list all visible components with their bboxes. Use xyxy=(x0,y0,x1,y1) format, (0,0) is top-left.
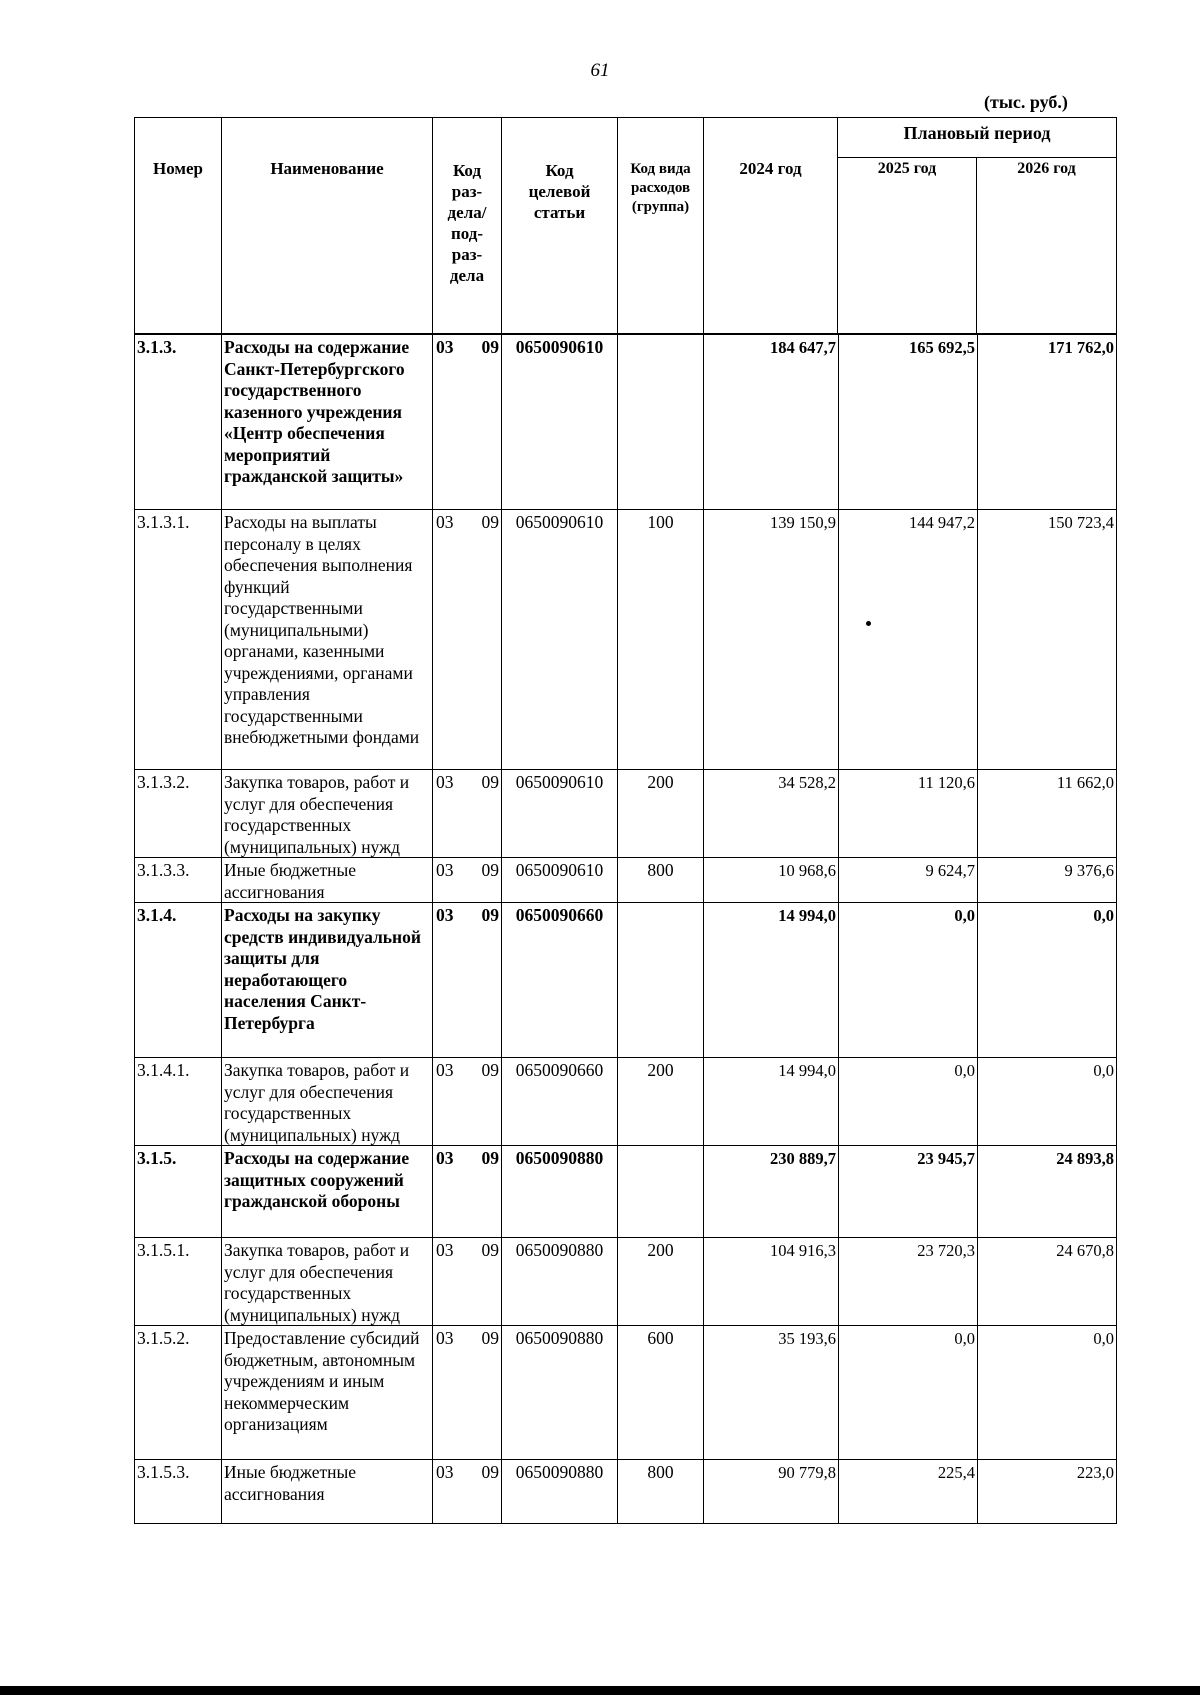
row-target-code: 0650090880 xyxy=(502,1238,618,1325)
row-value-2025: 23 720,3 xyxy=(839,1238,978,1325)
header-year-2026: 2026 год xyxy=(1017,160,1076,177)
table-row xyxy=(134,1460,1117,1524)
row-name: Иные бюджетные ассигнования xyxy=(222,1460,433,1523)
header-section-code: Код раз- дела/ под- раз- дела xyxy=(433,118,502,333)
row-name: Закупка товаров, работ и услуг для обеспечения государственных (муниципальных) нужд xyxy=(222,1238,433,1325)
row-number: 3.1.3.2. xyxy=(135,770,222,857)
row-value-2025: 0,0 xyxy=(839,1326,978,1459)
row-number: 3.1.3.3. xyxy=(135,858,222,902)
row-value-2025: 11 120,6 xyxy=(839,770,978,857)
row-number: 3.1.5.2. xyxy=(135,1326,222,1459)
row-number: 3.1.5.1. xyxy=(135,1238,222,1325)
row-value-2024: 10 968,6 xyxy=(704,858,839,902)
budget-table xyxy=(134,117,1117,1524)
row-value-2024: 139 150,9 xyxy=(704,510,839,769)
row-target-code: 0650090610 xyxy=(502,510,618,769)
scan-speck xyxy=(866,621,871,626)
row-value-2024: 184 647,7 xyxy=(704,335,839,509)
row-number: 3.1.3. xyxy=(135,335,222,509)
row-value-2026: 0,0 xyxy=(1093,1061,1114,1080)
row-section: 03 xyxy=(436,772,454,792)
row-section: 03 xyxy=(436,1240,454,1260)
row-value-2025: 0,0 xyxy=(839,903,978,1057)
row-kind-code: 100 xyxy=(618,510,704,769)
header-year-2025: 2025 год xyxy=(838,158,977,333)
row-number: 3.1.3.1. xyxy=(135,510,222,769)
row-target-code: 0650090610 xyxy=(502,770,618,857)
row-name: Предоставление субсидий бюджетным, автономным учреждениям и иным некоммерческим организациям xyxy=(222,1326,433,1459)
row-section-code xyxy=(433,510,502,769)
row-value-2024: 35 193,6 xyxy=(704,1326,839,1459)
row-subsection: 09 xyxy=(481,1328,499,1348)
row-target-code: 0650090880 xyxy=(502,1326,618,1459)
table-row xyxy=(134,1058,1117,1146)
row-value-2026: 223,0 xyxy=(1076,1463,1114,1482)
row-section-code xyxy=(433,335,502,509)
header-name: Наименование xyxy=(222,118,433,333)
row-name: Иные бюджетные ассигнования xyxy=(222,858,433,902)
row-kind-code: 800 xyxy=(618,858,704,902)
header-plan-period: Плановый период xyxy=(838,118,1116,158)
row-section-code xyxy=(433,1058,502,1145)
row-section: 03 xyxy=(436,905,454,925)
row-subsection: 09 xyxy=(481,512,499,532)
units-label: (тыс. руб.) xyxy=(984,92,1068,112)
row-value-2024: 14 994,0 xyxy=(704,903,839,1057)
row-value-2024: 230 889,7 xyxy=(704,1146,839,1237)
row-value-2026: 9 376,6 xyxy=(1064,861,1114,880)
row-kind-code: 200 xyxy=(618,1058,704,1145)
table-header xyxy=(134,117,1117,335)
row-value-2025: 23 945,7 xyxy=(839,1146,978,1237)
row-number: 3.1.5. xyxy=(135,1146,222,1237)
row-subsection: 09 xyxy=(481,860,499,880)
table-row xyxy=(134,335,1117,510)
row-subsection: 09 xyxy=(481,1240,499,1260)
page-number: 61 xyxy=(590,60,610,81)
row-target-code: 0650090880 xyxy=(502,1460,618,1523)
row-number: 3.1.4.1. xyxy=(135,1058,222,1145)
scan-edge xyxy=(0,1686,1200,1695)
row-value-2026: 150 723,4 xyxy=(1048,513,1114,532)
row-value-2024: 90 779,8 xyxy=(704,1460,839,1523)
row-section: 03 xyxy=(436,1462,454,1482)
row-value-2025: 144 947,2 xyxy=(839,510,978,769)
row-subsection: 09 xyxy=(481,1148,499,1168)
table-row xyxy=(134,903,1117,1058)
row-value-2026: 11 662,0 xyxy=(1056,773,1114,792)
row-section-code xyxy=(433,770,502,857)
row-name: Закупка товаров, работ и услуг для обеспечения государственных (муниципальных) нужд xyxy=(222,1058,433,1145)
row-value-2024: 14 994,0 xyxy=(704,1058,839,1145)
row-subsection: 09 xyxy=(481,772,499,792)
header-year-2024: 2024 год xyxy=(704,118,838,333)
row-value-2024: 104 916,3 xyxy=(704,1238,839,1325)
row-target-code: 0650090660 xyxy=(502,903,618,1057)
row-kind-code: 600 xyxy=(618,1326,704,1459)
row-name: Расходы на закупку средств индивидуальной защиты для неработающего населения Санкт-Петербурга xyxy=(222,903,433,1057)
row-section-code xyxy=(433,1460,502,1523)
row-subsection: 09 xyxy=(481,337,499,357)
row-name: Закупка товаров, работ и услуг для обеспечения государственных (муниципальных) нужд xyxy=(222,770,433,857)
row-value-2026: 0,0 xyxy=(1093,1329,1114,1348)
row-kind-code xyxy=(618,335,704,509)
row-kind-code: 800 xyxy=(618,1460,704,1523)
row-value-2026: 24 670,8 xyxy=(1056,1241,1114,1260)
row-value-2024: 34 528,2 xyxy=(704,770,839,857)
row-name: Расходы на содержание защитных сооружений гражданской обороны xyxy=(222,1146,433,1237)
row-section-code xyxy=(433,1146,502,1237)
row-section: 03 xyxy=(436,512,454,532)
row-target-code: 0650090610 xyxy=(502,858,618,902)
row-value-2026: 171 762,0 xyxy=(1048,338,1114,357)
row-name: Расходы на выплаты персоналу в целях обеспечения выполнения функций государственными (муниципальными) органами, казенными учреждениями, органами управления государственными внебюджетными фондами xyxy=(222,510,433,769)
row-name: Расходы на содержание Санкт-Петербургского государственного казенного учреждения «Центр обеспечения мероприятий гражданской защиты» xyxy=(222,335,433,509)
header-target-code: Код целевой статьи xyxy=(502,118,618,333)
table-row xyxy=(134,1326,1117,1460)
row-section-code xyxy=(433,903,502,1057)
row-kind-code xyxy=(618,903,704,1057)
row-kind-code: 200 xyxy=(618,1238,704,1325)
row-value-2026: 0,0 xyxy=(1093,906,1114,925)
row-subsection: 09 xyxy=(481,1060,499,1080)
row-section-code xyxy=(433,1326,502,1459)
row-section: 03 xyxy=(436,1148,454,1168)
row-number: 3.1.4. xyxy=(135,903,222,1057)
row-target-code: 0650090660 xyxy=(502,1058,618,1145)
row-value-2026: 24 893,8 xyxy=(1056,1149,1114,1168)
table-row xyxy=(134,1146,1117,1238)
table-body xyxy=(134,335,1117,1524)
row-section: 03 xyxy=(436,1060,454,1080)
table-row xyxy=(134,1238,1117,1326)
row-subsection: 09 xyxy=(481,1462,499,1482)
row-target-code: 0650090880 xyxy=(502,1146,618,1237)
row-value-2025: 225,4 xyxy=(839,1460,978,1523)
row-number: 3.1.5.3. xyxy=(135,1460,222,1523)
table-row xyxy=(134,858,1117,903)
row-kind-code xyxy=(618,1146,704,1237)
row-target-code: 0650090610 xyxy=(502,335,618,509)
table-row xyxy=(134,770,1117,858)
row-section: 03 xyxy=(436,1328,454,1348)
row-section-code xyxy=(433,1238,502,1325)
row-subsection: 09 xyxy=(481,905,499,925)
row-value-2025: 165 692,5 xyxy=(839,335,978,509)
row-section-code xyxy=(433,858,502,902)
row-value-2025: 9 624,7 xyxy=(839,858,978,902)
row-kind-code: 200 xyxy=(618,770,704,857)
header-num: Номер xyxy=(135,118,222,333)
row-value-2025: 0,0 xyxy=(839,1058,978,1145)
table-row xyxy=(134,510,1117,770)
row-section: 03 xyxy=(436,337,454,357)
row-section: 03 xyxy=(436,860,454,880)
header-kind-code: Код вида расходов (группа) xyxy=(618,118,704,333)
